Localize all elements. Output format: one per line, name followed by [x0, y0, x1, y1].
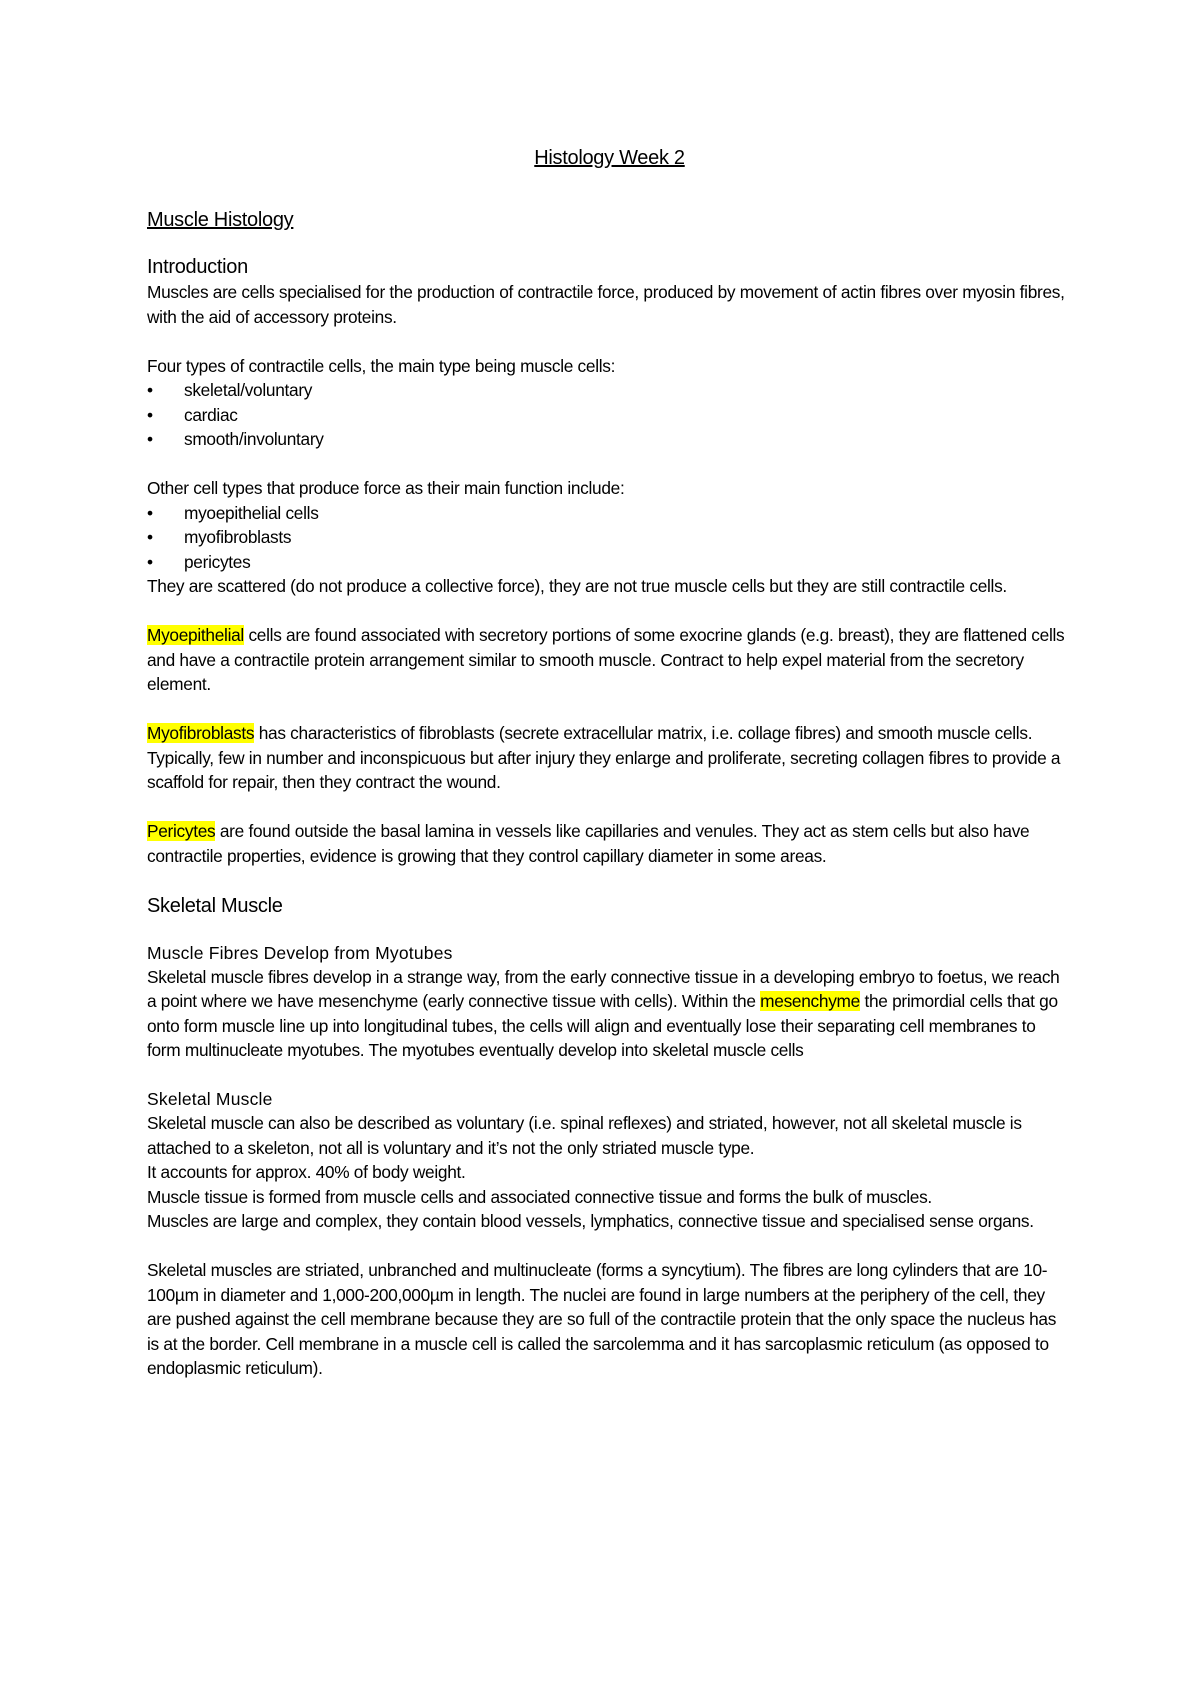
- subheading-myotubes: Muscle Fibres Develop from Myotubes: [147, 942, 453, 963]
- skeletal-line: Muscles are large and complex, they contain blood vessels, lymphatics, connective tissue and specialised sense organs.: [147, 1211, 1034, 1231]
- list-item: • smooth/involuntary: [147, 427, 1072, 452]
- bullet-icon: •: [147, 527, 153, 547]
- highlighted-term: Myoepithelial: [147, 625, 244, 645]
- skeletal-line: Skeletal muscle can also be described as voluntary (i.e. spinal reflexes) and striated, however, not all skeletal muscle is attached to a skeleton, not all is voluntary and it’s not the only striated muscle type.: [147, 1113, 1022, 1158]
- heading-introduction: Introduction: [147, 256, 248, 278]
- other-types-list: [147, 501, 1072, 575]
- contractile-types-list: [147, 378, 1072, 452]
- list-item: • myoepithelial cells: [147, 501, 1072, 526]
- definition-pericytes: Pericytes are found outside the basal lamina in vessels like capillaries and venules. They act as stem cells but also have contractile properties, evidence is growing that they control capillary diameter in some areas.: [147, 821, 1030, 866]
- skeletal-structure-paragraph: Skeletal muscles are striated, unbranched and multinucleate (forms a syncytium). The fibres are long cylinders that are 10-100µm in diameter and 1,000-200,000µm in length. The nuclei are found in large numbers at the periphery of the cell, they are pushed against the cell membrane because they are so full of the contractile protein that the only space the nucleus has is at the border. Cell membrane in a muscle cell is called the sarcolemma and it has sarcoplasmic reticulum (as opposed to endoplasmic reticulum).: [147, 1260, 1057, 1378]
- bullet-icon: •: [147, 551, 153, 572]
- skeletal-line: It accounts for approx. 40% of body weight.: [147, 1162, 466, 1182]
- highlighted-term: Pericytes: [147, 821, 216, 841]
- scattered-note: They are scattered (do not produce a collective force), they are not true muscle cells but they are still contractile cells.: [147, 576, 1007, 596]
- bullet-icon: •: [147, 429, 153, 449]
- intro-paragraph: Muscles are cells specialised for the production of contractile force, produced by movement of actin fibres over myosin fibres, with the aid of accessory proteins.: [147, 282, 1065, 327]
- highlighted-term: mesenchyme: [760, 991, 860, 1011]
- list-item: • cardiac: [147, 403, 1072, 428]
- highlighted-term: Myofibroblasts: [147, 723, 255, 743]
- document-page: [147, 146, 1072, 1381]
- list-item: • pericytes: [147, 550, 1072, 575]
- list-item: • skeletal/voluntary: [147, 378, 1072, 403]
- definition-myofibroblasts: Myofibroblasts has characteristics of fibroblasts (secrete extracellular matrix, i.e. collage fibres) and smooth muscle cells. Typically, few in number and inconspicuous but after injury they enlarge and proliferate, secreting collagen fibres to provide a scaffold for repair, then they contract the wound.: [147, 723, 1061, 792]
- skeletal-line: Muscle tissue is formed from muscle cells and associated connective tissue and forms the bulk of muscles.: [147, 1186, 932, 1207]
- bullet-icon: •: [147, 380, 153, 400]
- heading-skeletal-muscle: Skeletal Muscle: [147, 894, 283, 917]
- bullet-icon: •: [147, 404, 153, 425]
- document-title: Histology Week 2: [534, 147, 685, 169]
- other-types-lead: Other cell types that produce force as their main function include:: [147, 478, 625, 498]
- types-lead: Four types of contractile cells, the main type being muscle cells:: [147, 355, 616, 376]
- bullet-icon: •: [147, 502, 153, 523]
- myotubes-paragraph: Skeletal muscle fibres develop in a strange way, from the early connective tissue in a developing embryo to foetus, we reach a point where we have mesenchyme (early connective tissue with cells). Within the mesenchyme the primordial cells that go onto form muscle line up into longitudinal tubes, the cells will align and eventually lose their separating cell membranes to form multinucleate myotubes. The myotubes eventually develop into skeletal muscle cells: [147, 966, 1060, 1060]
- section-heading-muscle-histology: Muscle Histology: [147, 209, 294, 231]
- definition-myoepithelial: Myoepithelial cells are found associated with secretory portions of some exocrine glands (e.g. breast), they are flattened cells and have a contractile protein arrangement similar to smooth muscle. Contract to help expel material from the secretory element.: [147, 625, 1065, 694]
- list-item: • myofibroblasts: [147, 525, 1072, 550]
- subheading-skeletal-muscle: Skeletal Muscle: [147, 1089, 273, 1109]
